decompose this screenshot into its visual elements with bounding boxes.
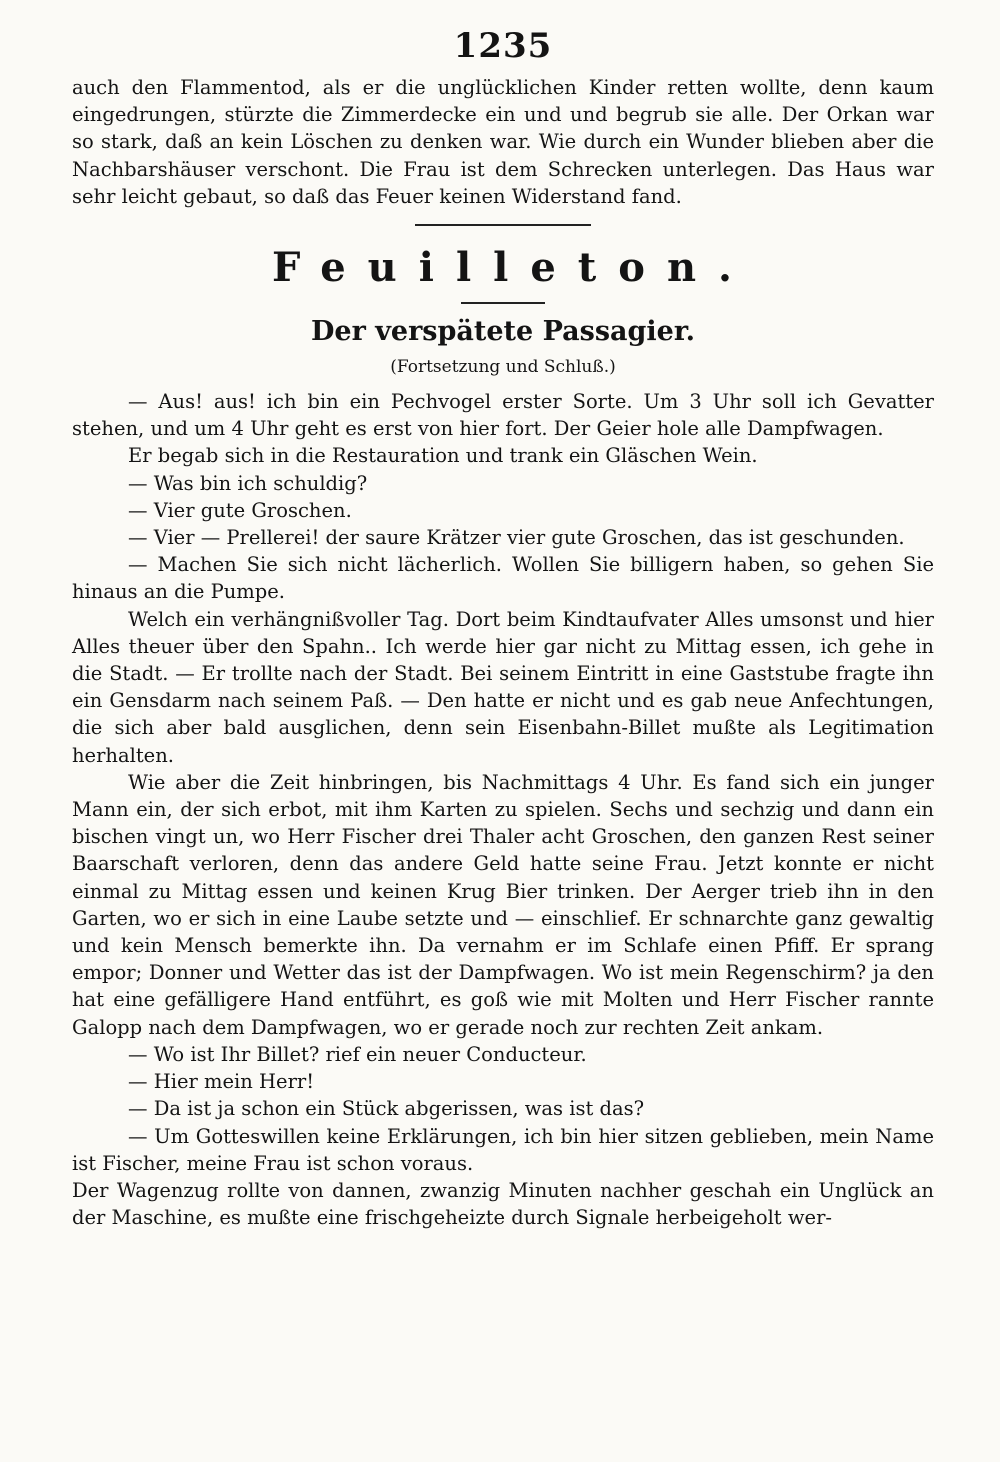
page-number: 1235 <box>453 26 553 66</box>
article-title: Der verspätete Passagier. <box>310 316 695 348</box>
article-paragraph: — Machen Sie sich nicht lächerlich. Wollen Sie billigern haben, so gehen Sie hinaus an die Pumpe. <box>72 553 934 604</box>
article-paragraph: — Da ist ja schon ein Stück abgerissen, was ist das? <box>128 1097 645 1121</box>
article-paragraph: — Vier — Prellerei! der saure Krätzer vier gute Groschen, das ist geschunden. <box>128 526 905 550</box>
top-paragraph: auch den Flammentod, als er die unglücklichen Kinder retten wollte, denn kaum eingedrungen, stürzte die Zimmerdecke ein und und begrub sie alle. Der Orkan war so stark, daß an kein Löschen zu denken war. Wie durch ein Wunder blieben aber die Nachbarshäuser verschont. Die Frau ist dem Schrecken unterlegen. Das Haus war sehr leicht gebaut, so daß das Feuer keinen Widerstand fand. <box>72 76 934 208</box>
article-paragraph: — Wo ist Ihr Billet? rief ein neuer Conducteur. <box>128 1042 587 1066</box>
article-paragraph: Er begab sich in die Restauration und trank ein Gläschen Wein. <box>128 444 758 468</box>
article-paragraph: — Hier mein Herr! <box>128 1070 315 1094</box>
article-paragraph: — Was bin ich schuldig? <box>128 471 368 495</box>
section-title: Feuilleton. <box>272 244 754 292</box>
article-paragraph: — Aus! aus! ich bin ein Pechvogel erster Sorte. Um 3 Uhr soll ich Gevatter stehen, und um 4 Uhr geht es erst von hier fort. Der Geier hole alle Dampfwagen. <box>72 390 934 441</box>
article-paragraph: Wie aber die Zeit hinbringen, bis Nachmittags 4 Uhr. Es fand sich ein junger Mann ein, der sich erbot, mit ihm Karten zu spielen. Sechs und sechzig und dann ein bischen vingt un, wo Herr Fischer drei Thaler acht Groschen, den ganzen Rest seiner Baarschaft verloren, denn das andere Geld hatte seine Frau. Jetzt konnte er nicht einmal zu Mittag essen und keinen Krug Bier trinken. Der Aerger trieb ihn in den Garten, wo er sich in eine Laube setzte und — einschlief. Er schnarchte ganz gewaltig und kein Mensch bemerkte ihn. Da vernahm er im Schlafe einen Pfiff. Er sprang empor; Donner und Wetter das ist der Dampfwagen. Wo ist mein Regenschirm? ja den hat eine gefälligere Hand entführt, es goß wie mit Molten und Herr Fischer rannte Galopp nach dem Dampfwagen, wo er gerade noch zur rechten Zeit ankam. <box>72 770 934 1039</box>
newspaper-page <box>72 22 934 1231</box>
article-paragraph: — Vier gute Groschen. <box>128 498 352 522</box>
article-paragraph: — Um Gotteswillen keine Erklärungen, ich bin hier sitzen geblieben, mein Name ist Fischer, meine Frau ist schon voraus. <box>72 1124 934 1175</box>
title-divider <box>461 302 545 304</box>
article-subtitle: (Fortsetzung und Schluß.) <box>390 357 616 378</box>
section-divider <box>415 224 591 226</box>
article-body <box>72 388 934 1231</box>
article-paragraph: Welch ein verhängnißvoller Tag. Dort beim Kindtaufvater Alles umsonst und hier Alles theuer über den Spahn.. Ich werde hier gar nicht zu Mittag essen, ich gehe in die Stadt. — Er trollte nach der Stadt. Bei seinem Eintritt in eine Gaststube fragte ihn ein Gensdarm nach seinem Paß. — Den hatte er nicht und es gab neue Anfechtungen, die sich aber bald ausglichen, denn sein Eisenbahn-Billet mußte als Legitimation herhalten. <box>72 607 934 767</box>
article-paragraph: Der Wagenzug rollte von dannen, zwanzig Minuten nachher geschah ein Unglück an der Maschine, es mußte eine frischgeheizte durch Signale herbeigeholt wer- <box>72 1178 934 1230</box>
